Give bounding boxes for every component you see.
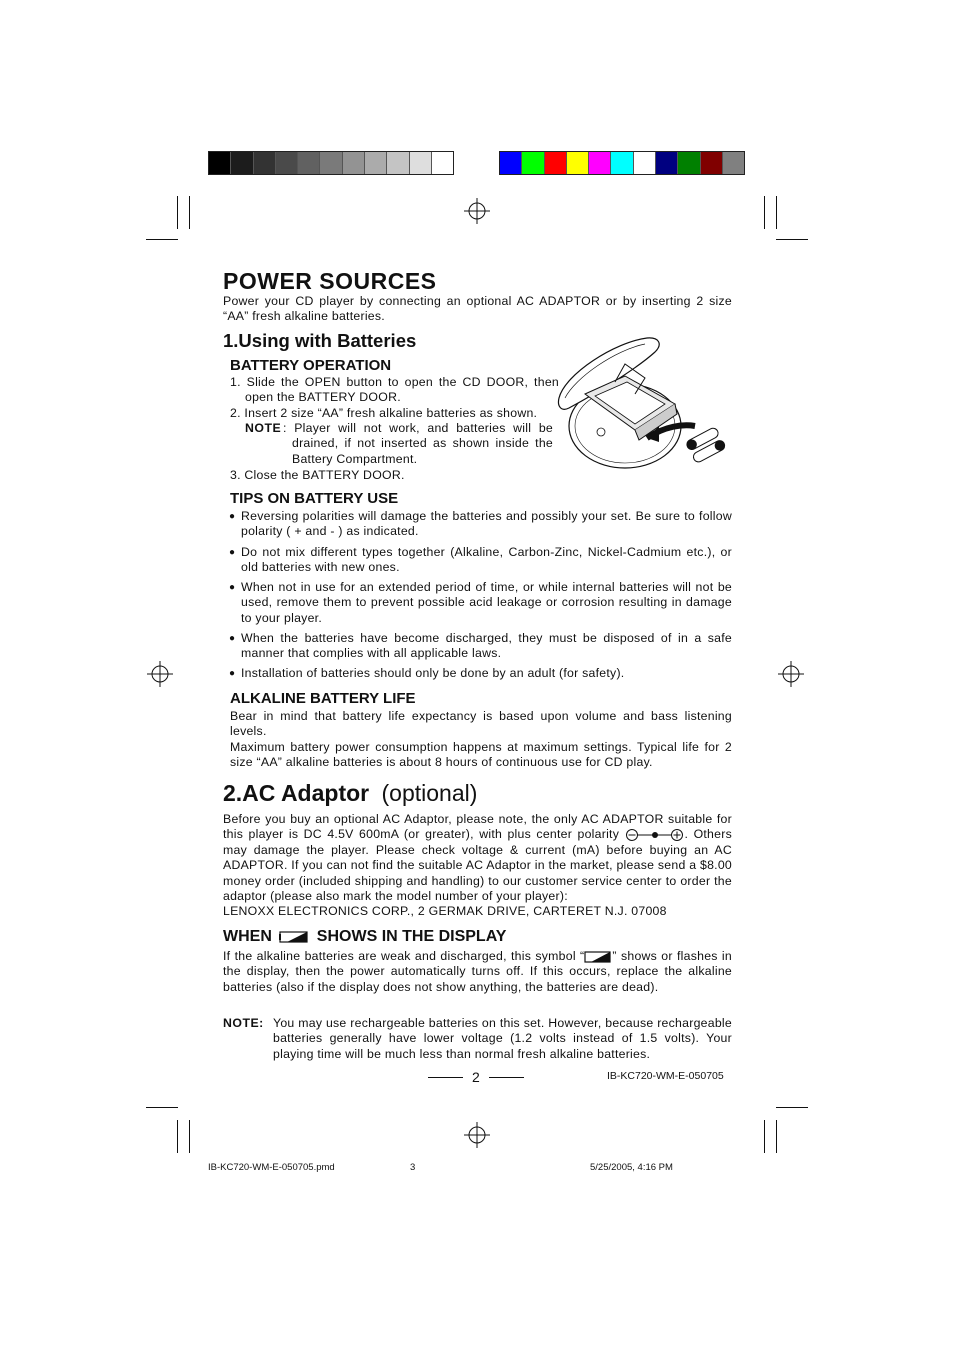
cd-player-battery-illustration	[555, 334, 735, 474]
page-number: 2	[472, 1069, 480, 1085]
crop-mark	[189, 1120, 190, 1153]
color-swatch	[365, 152, 387, 174]
plus-center-polarity-icon	[625, 828, 685, 842]
crop-mark	[146, 1107, 178, 1108]
color-swatch	[276, 152, 298, 174]
crop-mark	[177, 196, 178, 229]
note-text: You may use rechargeable batteries on this set. However, because rechargeable batteries generally have lower voltage (1.2 volts instead of 1.5 volts). Your playing time will be much less than normal fresh alkaline batteries.	[273, 1016, 732, 1061]
intro-paragraph: Power your CD player by connecting an optional AC ADAPTOR or by inserting 2 size “AA” fresh alkaline batteries.	[223, 294, 732, 324]
crop-mark	[764, 1120, 765, 1153]
battery-step-3: 3. Close the BATTERY DOOR.	[230, 468, 405, 482]
color-swatch	[387, 152, 409, 174]
crop-mark	[177, 1120, 178, 1153]
bullet-icon: ●	[229, 511, 236, 522]
document-code: IB-KC720-WM-E-050705	[607, 1070, 724, 1082]
section-heading-ac-adaptor	[223, 780, 477, 807]
crop-mark	[146, 239, 178, 240]
battery-step-1: 1. Slide the OPEN button to open the CD DOOR, then open the BATTERY DOOR.	[230, 375, 559, 405]
page-number-rule	[428, 1077, 463, 1078]
footer-file: IB-KC720-WM-E-050705.pmd	[208, 1162, 335, 1173]
page-title: POWER SOURCES	[223, 268, 437, 294]
tip-item: Do not mix different types together (Alkaline, Carbon-Zinc, Nickel-Cadmium etc.), or old batteries with new ones.	[241, 545, 732, 575]
color-swatch	[567, 152, 589, 174]
alkaline-paragraph-2: Maximum battery power consumption happens at maximum settings. Typical life for 2 size “AA” alkaline batteries is about 8 hours of continuous use for CD play.	[230, 740, 732, 770]
color-swatch	[545, 152, 567, 174]
color-swatch	[209, 152, 231, 174]
ac-adaptor-paragraph	[223, 812, 732, 920]
display-paragraph	[223, 949, 732, 995]
bullet-icon: ●	[229, 582, 236, 593]
crop-mark	[776, 239, 808, 240]
color-swatch	[298, 152, 320, 174]
color-swatch	[678, 152, 700, 174]
crop-mark	[764, 196, 765, 229]
display-text-b: ” shows or flashes in the display, then the power automatically turns off. If this occurs, replace the alkaline batteries (also if the display does not show anything, the batteries are dead).	[223, 949, 732, 994]
crop-mark	[189, 196, 190, 229]
ac-adaptor-text-a: Before you buy an optional AC Adaptor, please note, the only AC ADAPTOR suitable for this player is DC 4.5V 600mA (or greater), with plus center polarity	[223, 812, 732, 842]
crop-mark	[776, 196, 777, 229]
page-number-rule	[489, 1077, 524, 1078]
section-heading-batteries: 1.Using with Batteries	[223, 330, 417, 351]
color-swatch	[410, 152, 432, 174]
color-swatch	[656, 152, 678, 174]
company-address: LENOXX ELECTRONICS CORP., 2 GERMAK DRIVE, CARTERET N.J. 07008	[223, 904, 667, 919]
low-battery-icon	[279, 930, 309, 944]
color-swatch	[634, 152, 656, 174]
ac-adaptor-heading-optional: (optional)	[381, 780, 478, 806]
color-swatch	[723, 152, 744, 174]
low-battery-icon	[584, 951, 612, 963]
tip-item: Installation of batteries should only be done by an adult (for safety).	[241, 666, 625, 680]
ac-adaptor-text-b: . Others may damage the player. Please check voltage & current (mA) before buying an AC ADAPTOR. If you can not find the suitable AC Adaptor in the market, please send a $8.00 money order (included shipping and handling) to our customer service center to order the adaptor (please also mark the model number of your player):	[223, 827, 732, 904]
note-label: NOTE	[245, 421, 282, 435]
bullet-icon: ●	[229, 547, 236, 558]
color-swatch	[320, 152, 342, 174]
registration-mark-icon	[464, 198, 490, 224]
tip-item: When the batteries have become discharged, they must be disposed of in a safe manner that complies with all applicable laws.	[241, 631, 732, 661]
registration-mark-icon	[464, 1122, 490, 1148]
bullet-icon: ●	[229, 633, 236, 644]
alkaline-heading: ALKALINE BATTERY LIFE	[230, 690, 416, 707]
ac-adaptor-heading-bold: 2.AC Adaptor	[223, 780, 370, 806]
color-swatch	[589, 152, 611, 174]
color-swatch	[611, 152, 633, 174]
color-calibration-bar	[499, 151, 745, 175]
registration-mark-icon	[778, 661, 804, 687]
tip-item: Reversing polarities will damage the batteries and possibly your set. Be sure to follow polarity ( + and - ) as indicated.	[241, 509, 732, 539]
display-section-heading	[223, 928, 506, 946]
display-text-a: If the alkaline batteries are weak and discharged, this symbol “	[223, 949, 585, 963]
color-swatch	[254, 152, 276, 174]
color-swatch	[343, 152, 365, 174]
tip-item: When not in use for an extended period of time, or while internal batteries will not be used, remove them to prevent possible acid leakage or corrosion resulting in damage to your player.	[241, 580, 732, 625]
tips-heading: TIPS ON BATTERY USE	[230, 490, 399, 507]
registration-mark-icon	[147, 661, 173, 687]
alkaline-paragraph-1: Bear in mind that battery life expectancy is based upon volume and bass listening levels.	[230, 709, 732, 739]
footer-sheet: 3	[410, 1162, 416, 1173]
note-label: NOTE:	[223, 1016, 264, 1030]
battery-step-2: 2. Insert 2 size “AA” fresh alkaline batteries as shown.	[230, 406, 538, 420]
crop-mark	[776, 1107, 808, 1108]
display-heading-a: WHEN	[223, 928, 272, 945]
note-text: : Player will not work, and batteries will be drained, if not inserted as shown inside the Battery Compartment.	[283, 421, 553, 466]
grayscale-calibration-bar	[208, 151, 454, 175]
color-swatch	[701, 152, 723, 174]
color-swatch	[500, 152, 522, 174]
footer-date: 5/25/2005, 4:16 PM	[590, 1162, 673, 1173]
color-swatch	[231, 152, 253, 174]
bullet-icon: ●	[229, 668, 236, 679]
battery-operation-heading: BATTERY OPERATION	[230, 357, 392, 374]
color-swatch	[522, 152, 544, 174]
color-swatch	[432, 152, 453, 174]
display-heading-b: SHOWS IN THE DISPLAY	[316, 928, 507, 945]
crop-mark	[776, 1120, 777, 1153]
